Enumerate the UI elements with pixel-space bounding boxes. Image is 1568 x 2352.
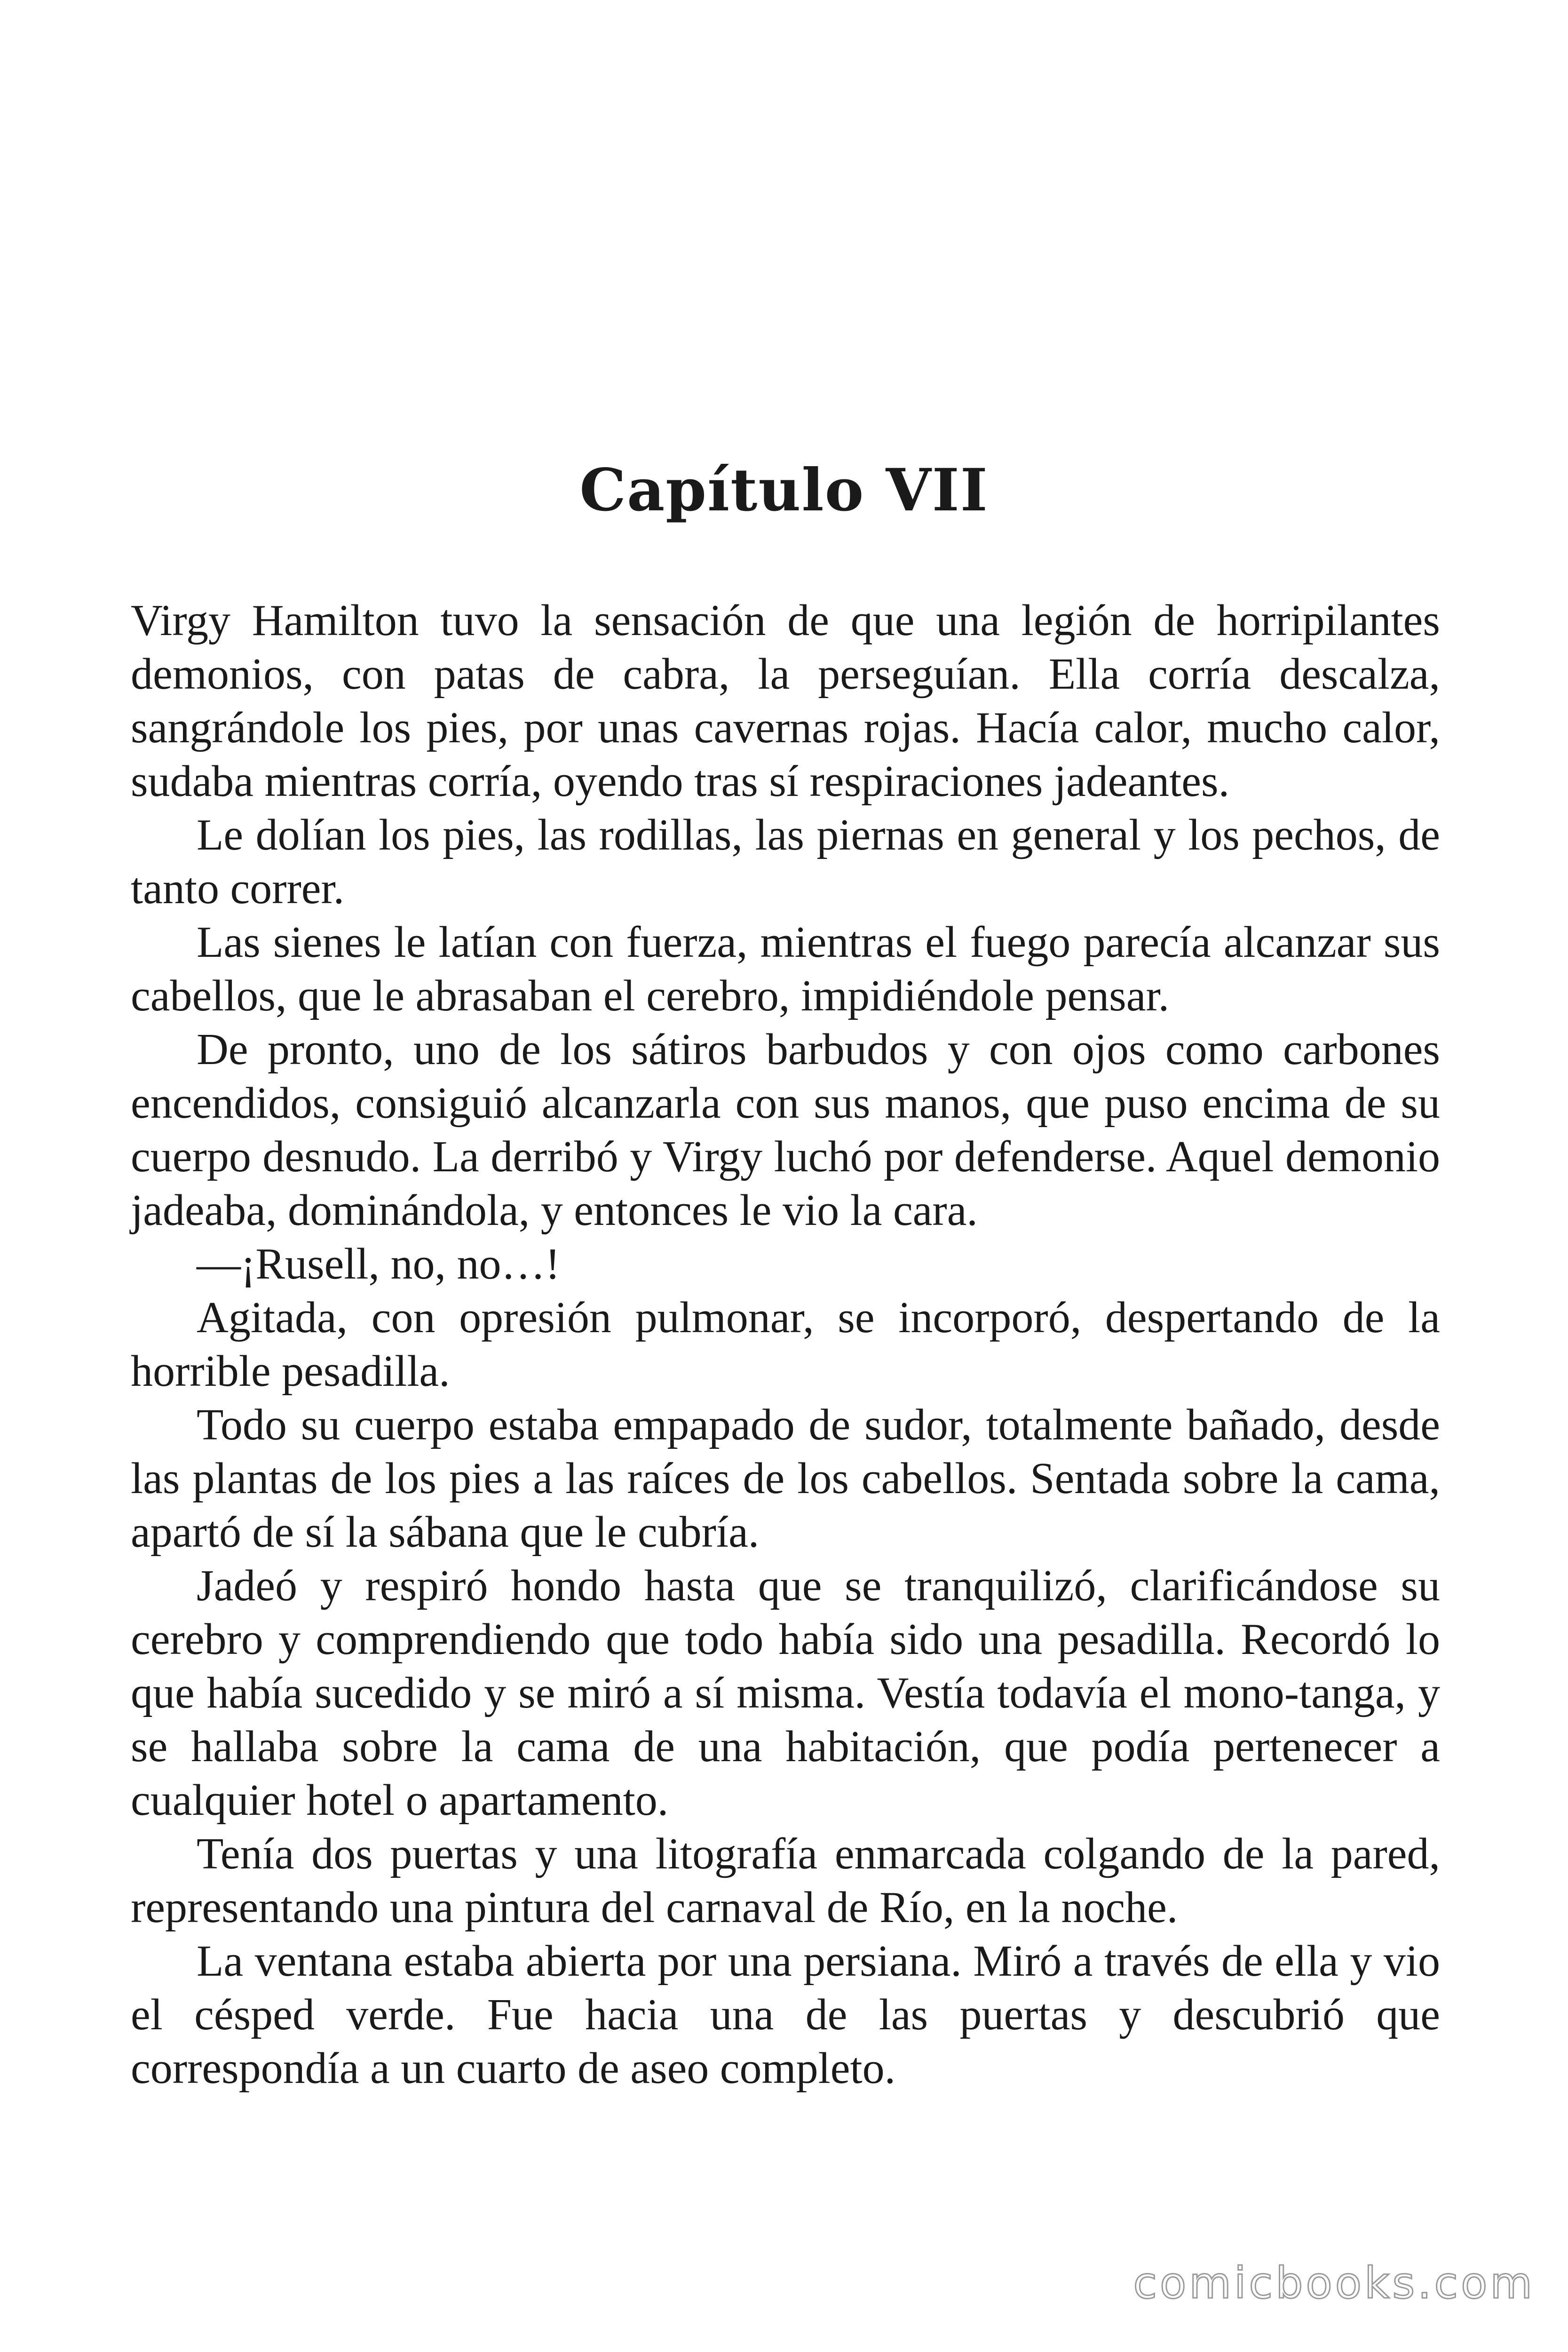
chapter-title: Capítulo VII bbox=[579, 456, 989, 524]
paragraph: Tenía dos puertas y una litografía enmarcada colgando de la pared, representando una pintura del carnaval de Río, en la noche. bbox=[131, 1829, 1440, 1932]
paragraph: De pronto, uno de los sátiros barbudos y con ojos como carbones encendidos, consiguió alcanzarla con sus manos, que puso encima de su cuerpo desnudo. La derribó y Virgy luchó por defenderse. Aquel demonio jadeaba, dominándola, y entonces le vio la cara. bbox=[131, 1025, 1440, 1235]
paragraph: Todo su cuerpo estaba empapado de sudor, totalmente bañado, desde las plantas de los pies a las raíces de los cabellos. Sentada sobre la cama, apartó de sí la sábana que le cubría. bbox=[131, 1400, 1440, 1557]
paragraph: Las sienes le latían con fuerza, mientras el fuego parecía alcanzar sus cabellos, que le abrasaban el cerebro, impidiéndole pensar. bbox=[131, 918, 1440, 1020]
paragraph: Jadeó y respiró hondo hasta que se tranquilizó, clarificándose su cerebro y comprendiendo que todo había sido una pesadilla. Recordó lo que había sucedido y se miró a sí misma. Vestía todavía el mono-tanga, y se hallaba sobre la cama de una habitación, que podía pertenecer a cualquier hotel o apartamento. bbox=[131, 1561, 1440, 1825]
chapter-body bbox=[131, 594, 1440, 2095]
paragraph: La ventana estaba abierta por una persiana. Miró a través de ella y vio el césped verde. Fue hacia una de las puertas y descubrió que correspondía a un cuarto de aseo completo. bbox=[131, 1937, 1440, 2093]
watermark: comicbooks.com bbox=[1133, 2258, 1535, 2308]
paragraph: Le dolían los pies, las rodillas, las piernas en general y los pechos, de tanto correr. bbox=[131, 810, 1440, 913]
dialogue-paragraph: —¡Rusell, no, no…! bbox=[197, 1240, 560, 1288]
paragraph: Agitada, con opresión pulmonar, se incorporó, despertando de la horrible pesadilla. bbox=[131, 1293, 1440, 1396]
paragraph: Virgy Hamilton tuvo la sensación de que una legión de horripilantes demonios, con patas de cabra, la perseguían. Ella corría descalza, sangrándole los pies, por unas cavernas rojas. Hacía calor, mucho calor, sudaba mientras corría, oyendo tras sí respiraciones jadeantes. bbox=[131, 596, 1440, 806]
